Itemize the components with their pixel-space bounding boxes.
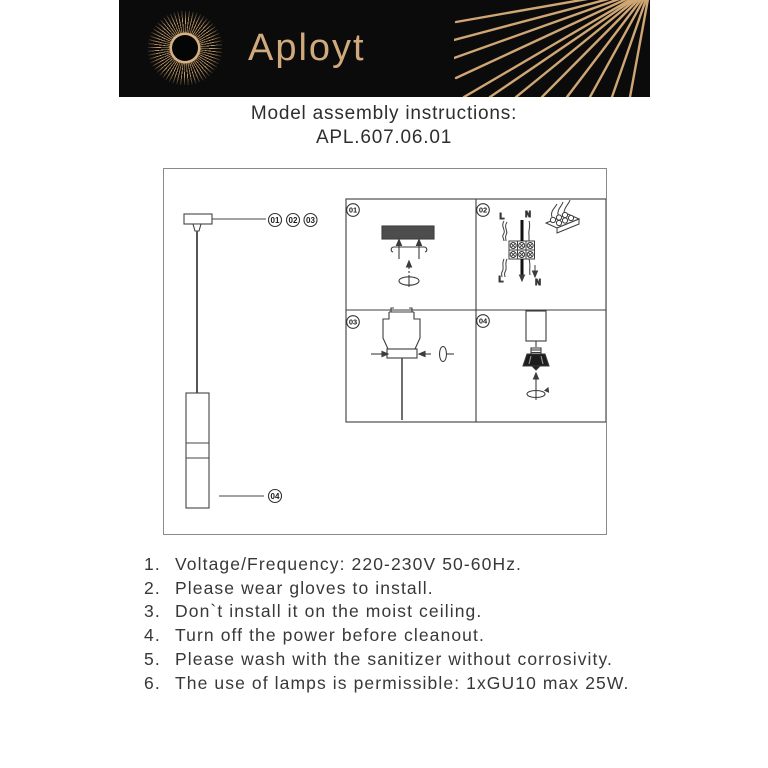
ceiling-plate — [184, 214, 212, 224]
instruction-text: The use of lamps is permissible: 1xGU10 max 25W. — [175, 672, 630, 693]
brand-banner — [119, 0, 650, 97]
panel-01-label: 01 — [348, 205, 358, 215]
instruction-text: Turn off the power before cleanout. — [175, 625, 485, 646]
lamp-tube — [526, 311, 546, 341]
callout-circle-bottom — [269, 490, 282, 503]
terminal-block — [509, 241, 535, 259]
assembly-diagram-svg — [164, 169, 606, 534]
callout-02: 02 — [288, 215, 298, 225]
title-block — [0, 102, 768, 150]
instruction-number: 2. — [144, 577, 161, 598]
cord-grip — [193, 224, 201, 231]
instruction-text: Please wear gloves to install. — [175, 577, 434, 598]
starburst-logo-icon — [148, 11, 222, 85]
instruction-number: 1. — [144, 554, 161, 574]
instruction-number: 6. — [144, 672, 161, 693]
instruction-item — [144, 624, 738, 648]
ceiling-bar — [382, 226, 434, 239]
instruction-item — [144, 577, 738, 601]
instruction-text: Don`t install it on the moist ceiling. — [175, 601, 483, 622]
instruction-number: 4. — [144, 625, 161, 646]
model-number: APL.607.06.01 — [315, 127, 453, 148]
rays-decoration-icon — [454, 0, 650, 97]
instruction-text: Please wash with the sanitizer without corrosivity. — [175, 648, 614, 669]
panel-03-label: 03 — [348, 317, 358, 327]
instruction-item — [144, 553, 738, 577]
callout-04: 04 — [270, 491, 280, 501]
lamp-body — [186, 393, 209, 508]
callout-01: 01 — [270, 215, 280, 225]
wire-label-top-n: N — [525, 210, 531, 219]
instruction-item — [144, 600, 738, 624]
callout-circles-top — [269, 214, 318, 227]
instruction-item — [144, 672, 738, 696]
pendant-lamp-drawing — [184, 214, 266, 508]
wire-label-bottom-n: N — [535, 278, 541, 287]
wire-label-top-l: L — [499, 212, 505, 221]
wire-label-bottom-l: L — [498, 275, 504, 284]
callout-03: 03 — [306, 215, 315, 225]
instruction-number: 5. — [144, 648, 161, 669]
brand-name: Aployt — [248, 27, 366, 69]
panel-04-label: 04 — [478, 316, 488, 326]
assembly-diagram — [163, 168, 607, 535]
instruction-text: Voltage/Frequency: 220-230V 50-60Hz. — [175, 554, 523, 574]
instructions-list — [144, 553, 738, 695]
panel-02-label: 02 — [478, 205, 488, 215]
instruction-item — [144, 648, 738, 672]
instruction-number: 3. — [144, 601, 161, 622]
page-title: Model assembly instructions: — [250, 103, 518, 124]
